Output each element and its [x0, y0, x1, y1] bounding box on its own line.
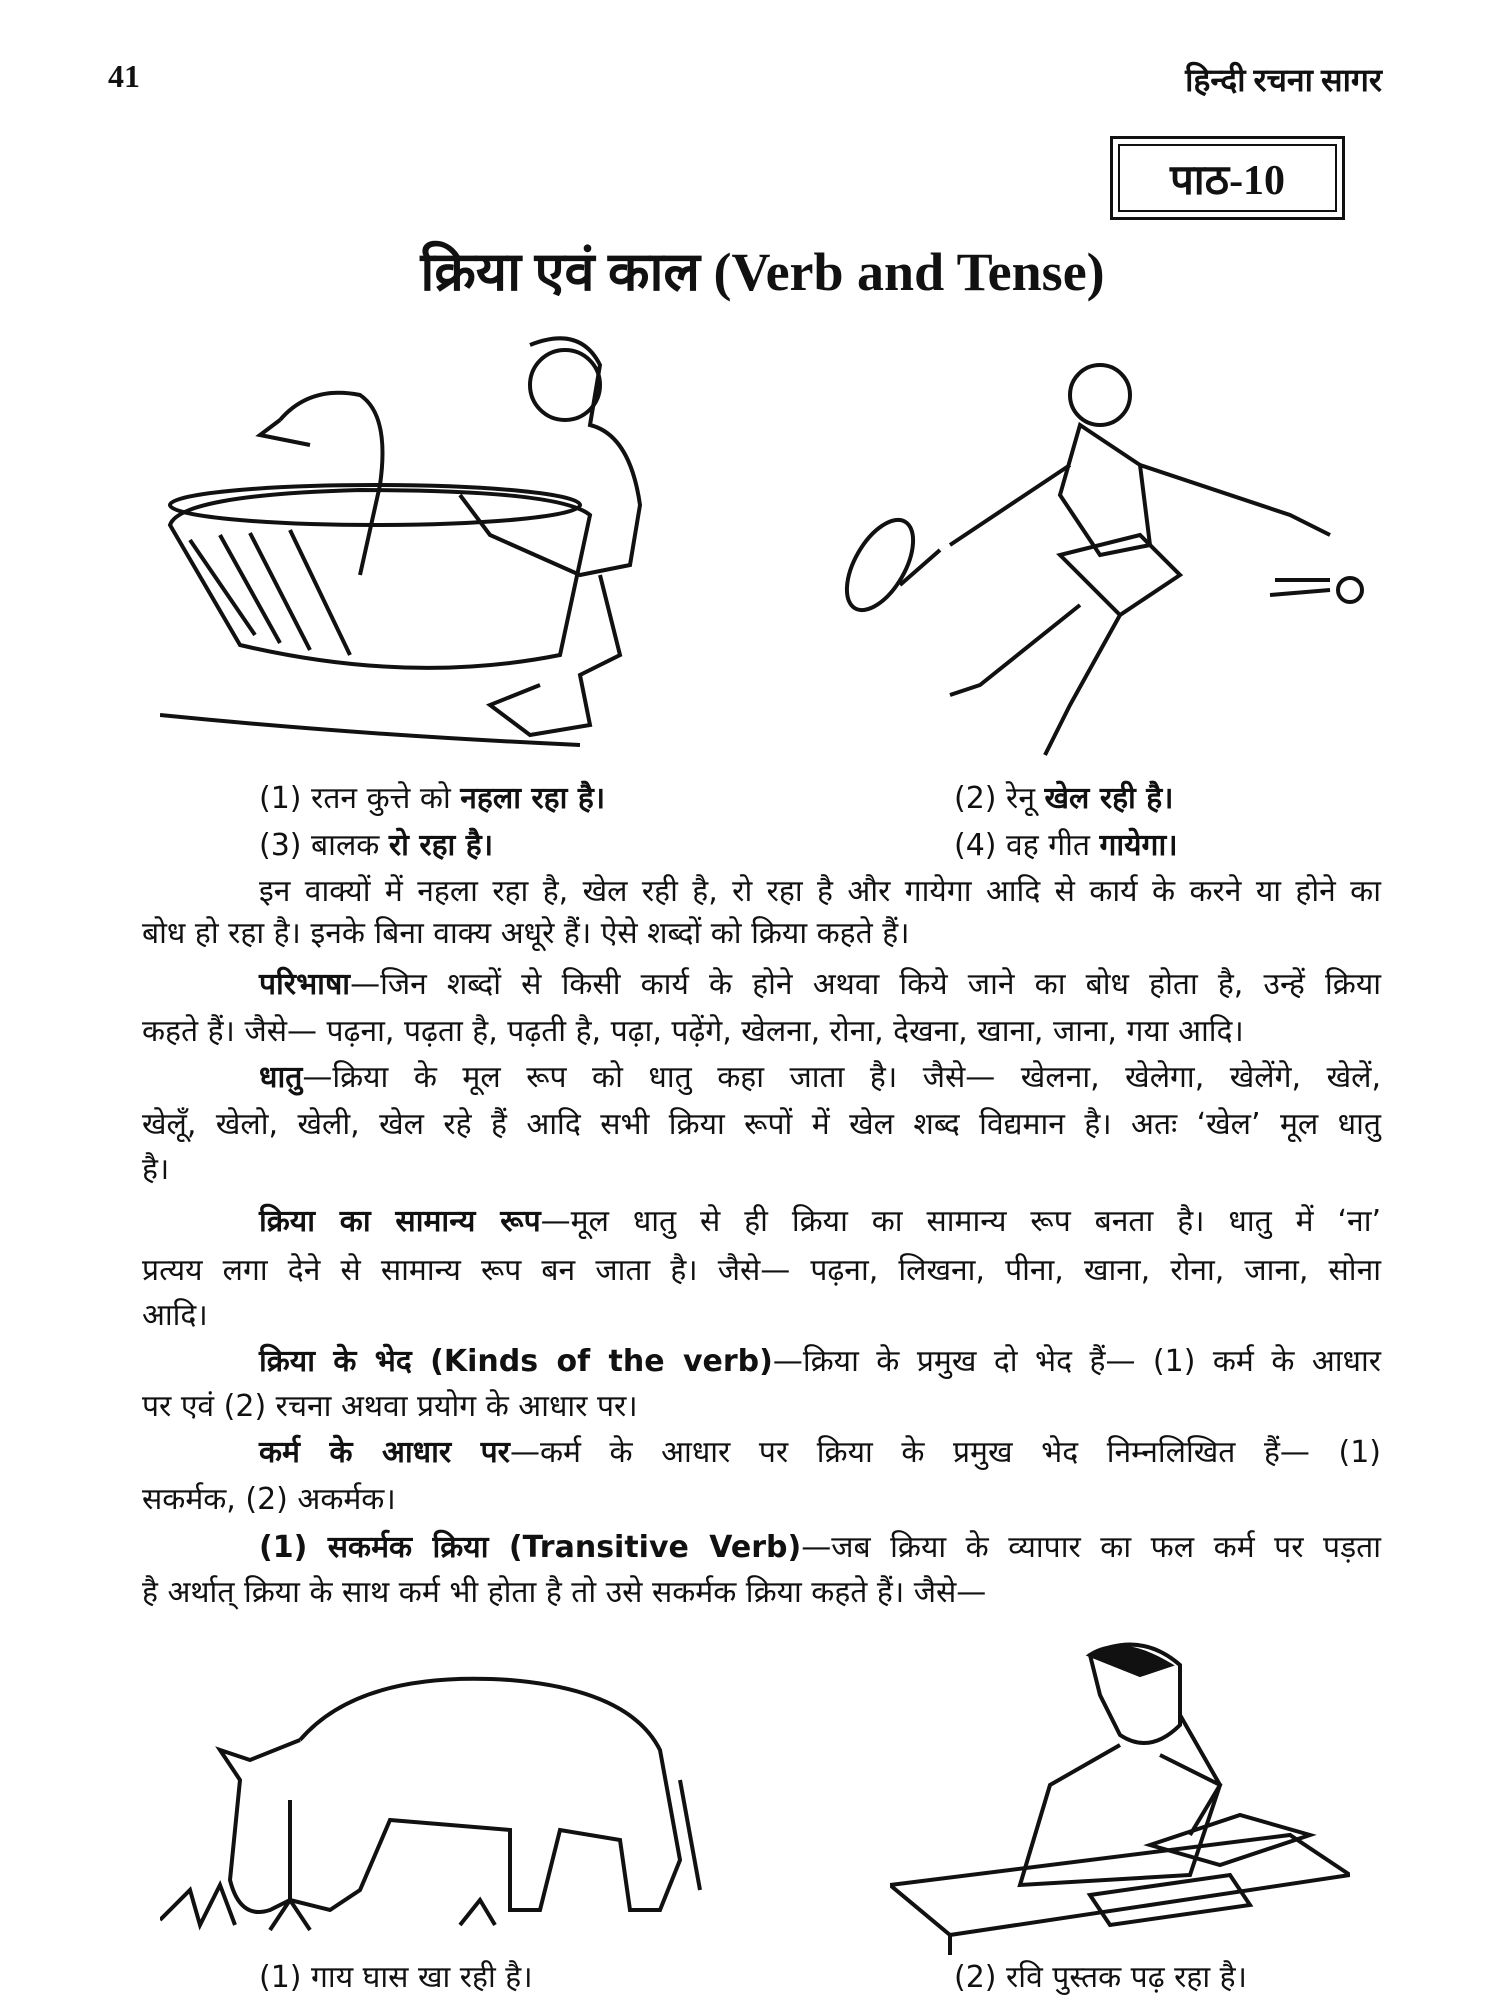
boy-reading-illustration: [890, 1635, 1350, 1955]
bottom-caption-2: (2) रवि पुस्तक पढ़ रहा है।: [954, 1960, 1247, 1995]
object-basis-line: कर्म के आधार पर—कर्म के आधार पर क्रिया के प्रमुख भेद निम्नलिखित हैं— (1): [259, 1435, 1381, 1470]
definition-line: कहते हैं। जैसे— पढ़ना, पढ़ता है, पढ़ती है, पढ़ा, पढ़ेंगे, खेलना, रोना, देखना, खाना, जाना, गया आदि।: [142, 1014, 1244, 1049]
transitive-line: है अर्थात् क्रिया के साथ कर्म भी होता है तो उसे सकर्मक क्रिया कहते हैं। जैसे—: [142, 1575, 987, 1610]
transitive-line: (1) सकर्मक क्रिया (Transitive Verb)—जब क्रिया के व्यापार का फल कर्म पर पड़ता: [259, 1530, 1381, 1565]
caption-4: (4) वह गीत गायेगा।: [954, 828, 1178, 863]
general-form-line: आदि।: [142, 1298, 208, 1333]
caption-3: (3) बालक रो रहा है।: [259, 828, 494, 863]
definition-line: परिभाषा—जिन शब्दों से किसी कार्य के होने अथवा किये जाने का बोध होता है, उन्हें क्रिया: [259, 967, 1381, 1002]
general-form-line: प्रत्यय लगा देने से सामान्य रूप बन जाता है। जैसे— पढ़ना, लिखना, पीना, खाना, रोना, जाना, सोना: [142, 1253, 1381, 1288]
dhatu-line: धातु—क्रिया के मूल रूप को धातु कहा जाता है। जैसे— खेलना, खेलेगा, खेलेंगे, खेलें,: [259, 1060, 1381, 1095]
caption-1: (1) रतन कुत्ते को नहला रहा है।: [259, 781, 606, 816]
page-number: 41: [108, 58, 140, 94]
intro-line: बोध हो रहा है। इनके बिना वाक्य अधूरे हैं। ऐसे शब्दों को क्रिया कहते हैं।: [142, 916, 910, 951]
girl-playing-tennis-illustration: [830, 355, 1370, 765]
cow-grazing-illustration: [160, 1660, 720, 1950]
lesson-label-box: [1110, 136, 1345, 220]
kinds-line: पर एवं (2) रचना अथवा प्रयोग के आधार पर।: [142, 1389, 638, 1424]
bottom-caption-1: (1) गाय घास खा रही है।: [259, 1960, 533, 1995]
lesson-label: पाठ-10: [1118, 144, 1337, 212]
book-title: हिन्दी रचना सागर: [1185, 62, 1382, 98]
general-form-line: क्रिया का सामान्य रूप—मूल धातु से ही क्रिया का सामान्य रूप बनता है। धातु में ‘ना’: [259, 1204, 1382, 1239]
dhatu-line: है।: [142, 1152, 170, 1187]
object-basis-line: सकर्मक, (2) अकर्मक।: [142, 1482, 396, 1517]
intro-line: इन वाक्यों में नहला रहा है, खेल रही है, रो रहा है और गायेगा आदि से कार्य के करने या होने का: [259, 874, 1381, 909]
chapter-title: क्रिया एवं काल (Verb and Tense): [420, 242, 1105, 302]
dhatu-line: खेलूँ, खेलो, खेली, खेल रहे हैं आदि सभी क्रिया रूपों में खेल शब्द विद्यमान है। अतः ‘खेल’ मूल धातु: [142, 1107, 1381, 1142]
caption-2: (2) रेनू खेल रही है।: [954, 781, 1174, 816]
boy-bathing-dog-illustration: [160, 325, 740, 765]
kinds-line: क्रिया के भेद (Kinds of the verb)—क्रिया के प्रमुख दो भेद हैं— (1) कर्म के आधार: [259, 1344, 1381, 1379]
